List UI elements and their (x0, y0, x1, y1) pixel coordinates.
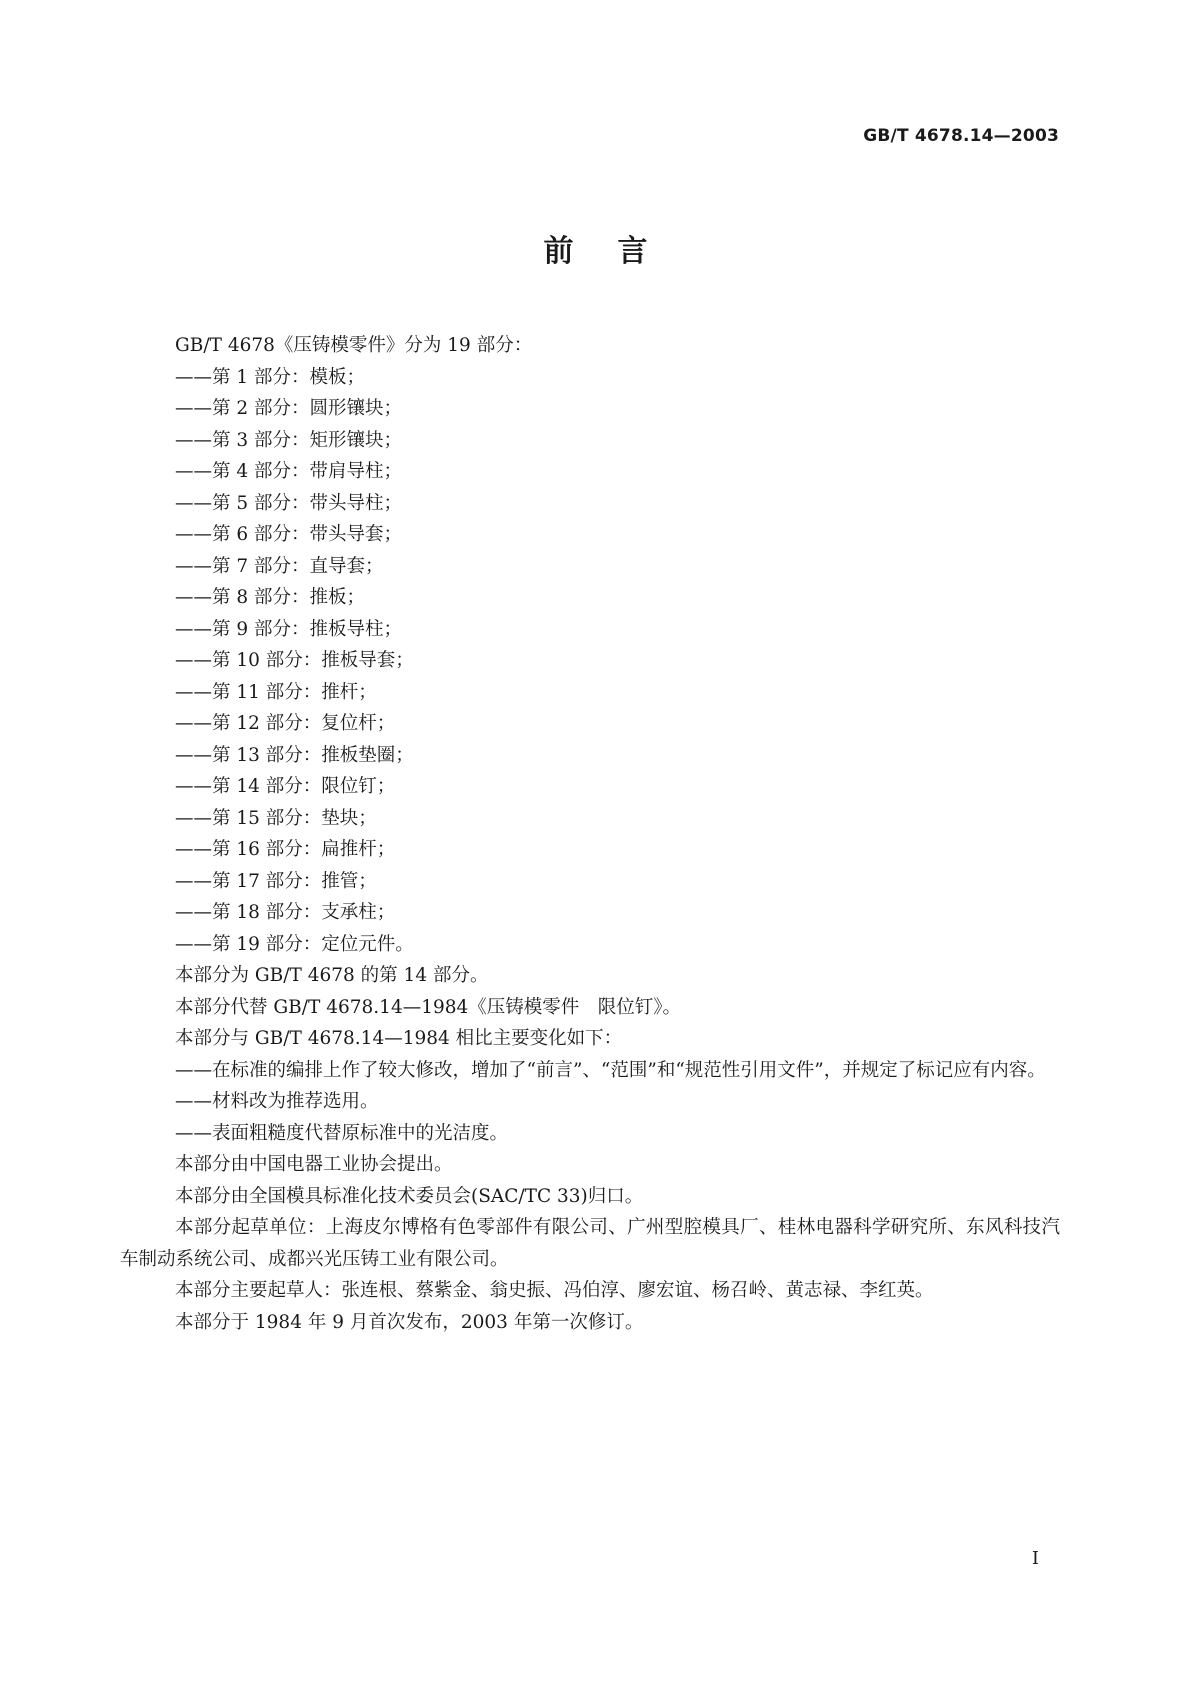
intro-line: GB/T 4678《压铸模零件》分为 19 部分： (175, 335, 533, 356)
part-item-12: ——第 12 部分：复位杆； (175, 713, 396, 734)
part-item-9: ——第 9 部分：推板导柱； (175, 618, 403, 640)
proposed-by: 本部分由中国电器工业协会提出。 (175, 1154, 453, 1175)
change-item-3: ——表面粗糙度代替原标准中的光洁度。 (175, 1122, 509, 1144)
part-item-11: ——第 11 部分：推杆； (175, 681, 377, 703)
change-item-2: ——材料改为推荐选用。 (175, 1091, 379, 1112)
part-item-2: ——第 2 部分：圆形镶块； (175, 398, 403, 419)
page-number: I (1031, 1548, 1039, 1569)
part-item-15: ——第 15 部分：垫块； (175, 807, 377, 829)
part-item-5: ——第 5 部分：带头导柱； (175, 492, 403, 514)
change-item-1: ——在标准的编排上作了较大修改，增加了“前言”、“范围”和“规范性引用文件”，并规定了标记应有内容。 (175, 1059, 1046, 1081)
part-item-8: ——第 8 部分：推板； (175, 587, 366, 608)
part-item-13: ——第 13 部分：推板垫圈； (175, 744, 414, 766)
part-item-10: ——第 10 部分：推板导套； (175, 650, 414, 671)
centralized-by: 本部分由全国模具标准化技术委员会(SAC/TC 33)归口。 (175, 1185, 644, 1207)
part-item-3: ——第 3 部分：矩形镶块； (175, 429, 403, 451)
part-item-6: ——第 6 部分：带头导套； (175, 524, 403, 545)
drafters: 本部分主要起草人：张连根、蔡紫金、翁史振、冯伯淳、廖宏谊、杨召岭、黄志禄、李红英。 (175, 1280, 934, 1301)
changes-intro: 本部分与 GB/T 4678.14—1984 相比主要变化如下： (175, 1028, 623, 1049)
publication-history: 本部分于 1984 年 9 月首次发布，2003 年第一次修订。 (175, 1311, 644, 1333)
this-part-statement: 本部分为 GB/T 4678 的第 14 部分。 (175, 965, 489, 986)
page-title: 前言 (543, 234, 692, 269)
part-item-17: ——第 17 部分：推管； (175, 870, 377, 892)
standard-code: GB/T 4678.14—2003 (863, 126, 1059, 146)
part-item-16: ——第 16 部分：扁推杆； (175, 839, 396, 860)
part-item-18: ——第 18 部分：支承柱； (175, 902, 396, 923)
part-item-4: ——第 4 部分：带肩导柱； (175, 461, 403, 482)
drafting-units: 本部分起草单位：上海皮尔博格有色零部件有限公司、广州型腔模具厂、桂林电器科学研究所、东风科技汽车制动系统公司、成都兴光压铸工业有限公司。 (120, 1217, 1060, 1270)
part-item-14: ——第 14 部分：限位钉； (175, 776, 396, 797)
replaces-statement: 本部分代替 GB/T 4678.14—1984《压铸模零件 限位钉》。 (175, 996, 682, 1018)
part-item-7: ——第 7 部分：直导套； (175, 555, 384, 577)
foreword-body (120, 330, 1060, 1338)
part-item-19: ——第 19 部分：定位元件。 (175, 933, 414, 955)
part-item-1: ——第 1 部分：模板； (175, 366, 366, 388)
